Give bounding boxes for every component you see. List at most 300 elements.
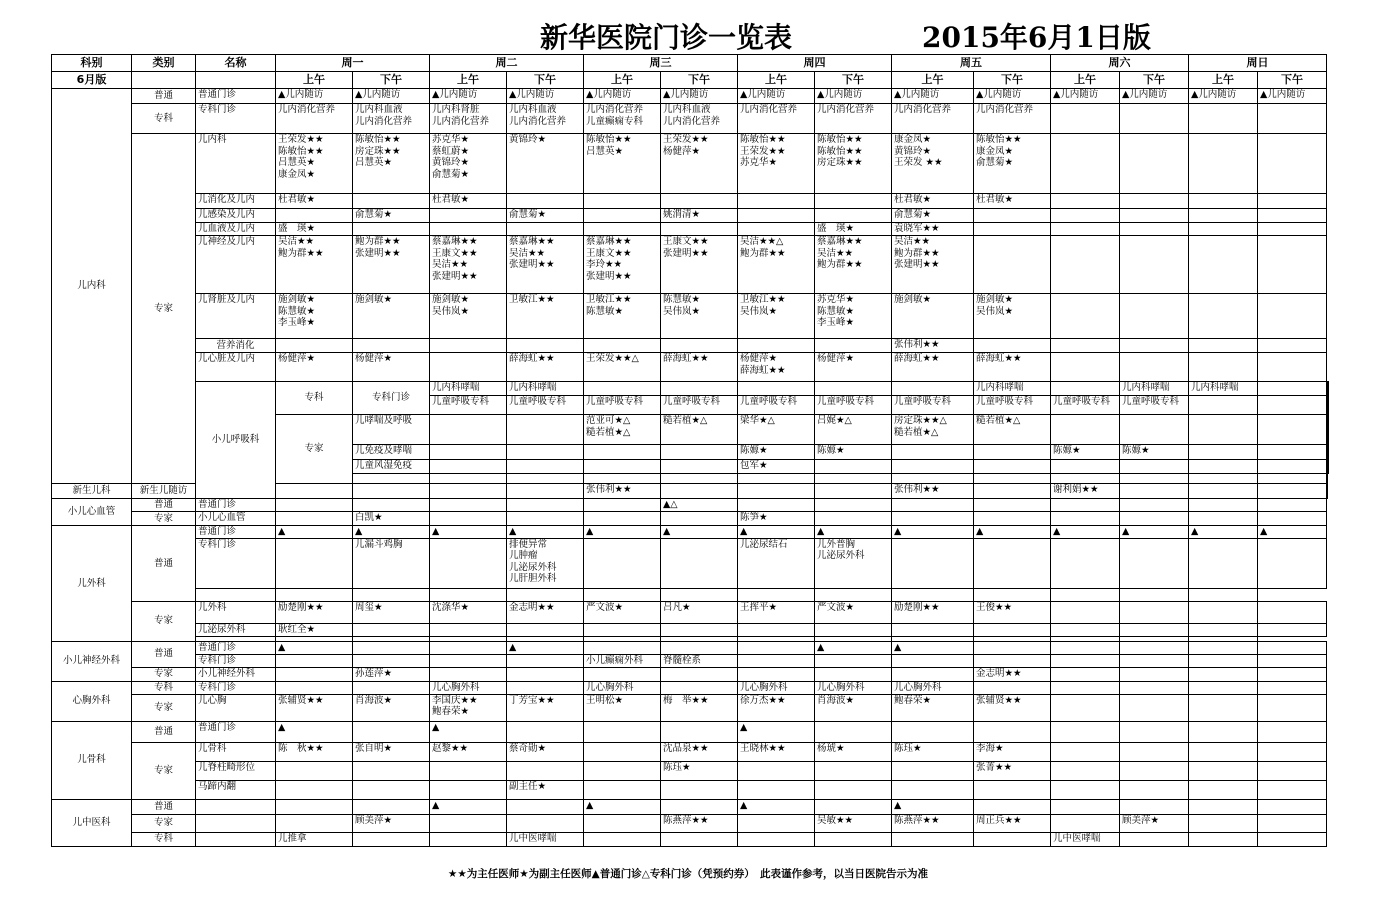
doctor-entry: ▲儿内随访: [817, 89, 863, 100]
doctor-entry: 梁华★△: [740, 415, 775, 426]
schedule-cell: [974, 460, 1051, 474]
schedule-cell: [507, 223, 584, 236]
schedule-cell: [738, 512, 815, 526]
schedule-cell: [738, 445, 815, 460]
doctor-entry: 励楚刚★★: [278, 601, 324, 613]
schedule-cell: [1051, 761, 1120, 780]
schedule-cell: [661, 499, 738, 512]
clinic-name-cell: 儿心胸: [196, 694, 276, 721]
doctor-entry: 吴洁★★: [509, 247, 546, 259]
schedule-cell: [353, 526, 430, 539]
schedule-cell: [276, 694, 353, 721]
schedule-cell: [507, 588, 584, 601]
doctor-entry: 儿童呼吸专科: [976, 396, 1034, 407]
schedule-cell: [815, 601, 892, 623]
schedule-cell: [815, 654, 892, 667]
doctor-entry: 吴洁★★: [278, 236, 315, 247]
schedule-cell: [661, 526, 738, 539]
schedule-cell: [430, 814, 507, 832]
doctor-entry: 陈敏怡★★: [278, 145, 324, 157]
doctor-entry: 糙若植★△: [976, 415, 1021, 426]
schedule-cell: [974, 512, 1051, 526]
schedule-cell: [892, 236, 974, 294]
doctor-entry: 陈笋★: [740, 512, 768, 523]
schedule-cell: [661, 194, 738, 209]
schedule-cell: [276, 654, 353, 667]
doctor-entry: 苏克华★: [740, 157, 778, 168]
clinic-name-cell: 专科门诊: [196, 681, 276, 694]
schedule-cell: [430, 353, 507, 382]
schedule-cell: [276, 799, 353, 814]
doctor-entry: 儿肝胆外科: [509, 573, 557, 584]
doctor-entry: 康金凤★: [894, 134, 932, 145]
doctor-entry: 鲍春荣★: [894, 694, 932, 706]
schedule-cell: [738, 588, 815, 601]
schedule-cell: [815, 104, 892, 134]
schedule-cell: [507, 236, 584, 294]
doctor-entry: 杨健萍★: [663, 145, 701, 157]
schedule-cell: [1258, 742, 1327, 761]
category-cell: 新生儿随访: [132, 484, 196, 499]
doctor-entry: ▲: [278, 526, 286, 537]
doctor-entry: 黄锦玲★: [894, 145, 932, 157]
schedule-cell: [507, 484, 584, 499]
doctor-entry: 肖海波★: [817, 694, 855, 706]
schedule-row: [52, 526, 1329, 539]
schedule-cell: [1189, 538, 1258, 588]
schedule-cell: [584, 780, 661, 799]
schedule-cell: [507, 104, 584, 134]
schedule-row: [52, 194, 1329, 209]
schedule-cell: [507, 832, 584, 846]
schedule-cell: [815, 799, 892, 814]
doctor-entry: 儿心胸外科: [432, 681, 480, 693]
schedule-cell: [1258, 761, 1327, 780]
doctor-entry: 吴洁★★△: [740, 236, 784, 247]
schedule-cell: [1120, 526, 1189, 539]
doctor-entry: 陈燕萍★★: [663, 814, 709, 826]
schedule-cell: [584, 721, 661, 742]
schedule-cell: [974, 209, 1051, 223]
schedule-cell: [584, 339, 661, 353]
schedule-cell: [974, 681, 1051, 694]
schedule-cell: [507, 654, 584, 667]
doctor-entry: 严文波★: [586, 601, 624, 613]
schedule-cell: [353, 761, 430, 780]
schedule-cell: [507, 353, 584, 382]
doctor-entry: 范亚可★△: [586, 415, 631, 426]
schedule-cell: [738, 194, 815, 209]
doctor-entry: 陈慧敏★: [663, 294, 701, 305]
schedule-cell: [1327, 474, 1328, 484]
schedule-cell: [1051, 353, 1120, 382]
schedule-cell: [1051, 667, 1120, 681]
doctor-entry: 王晓林★★: [740, 742, 786, 754]
doctor-entry: ▲: [1053, 526, 1061, 537]
schedule-cell: [892, 538, 974, 588]
schedule-cell: [815, 681, 892, 694]
clinic-name-cell: 儿感染及儿内: [196, 209, 276, 223]
schedule-row: [52, 814, 1329, 832]
schedule-cell: [892, 623, 974, 636]
doctor-entry: 蔡嘉琳★★: [586, 236, 632, 247]
schedule-cell: [661, 353, 738, 382]
schedule-cell: [974, 484, 1051, 499]
clinic-name-cell: 儿哮喘及呼吸: [353, 415, 430, 445]
doctor-entry: 卫敏江★★: [740, 294, 786, 305]
doctor-entry: 儿中医哮喘: [1053, 832, 1101, 844]
doctor-entry: 陈燕萍★★: [894, 814, 940, 826]
schedule-cell: [584, 134, 661, 194]
doctor-entry: 康金凤★: [976, 145, 1014, 157]
schedule-cell: [815, 814, 892, 832]
schedule-cell: [584, 761, 661, 780]
schedule-row: [52, 223, 1329, 236]
doctor-entry: ▲儿内随访: [355, 89, 401, 100]
schedule-cell: [974, 761, 1051, 780]
doctor-entry: ▲儿内随访: [976, 89, 1022, 100]
doctor-entry: 杨琥★: [817, 742, 845, 754]
schedule-cell: [276, 681, 353, 694]
doctor-entry: 陈嫄★: [1122, 445, 1150, 456]
schedule-cell: [815, 236, 892, 294]
schedule-cell: [815, 89, 892, 104]
doctor-entry: 杨健萍★: [355, 353, 393, 364]
doctor-entry: 杨健萍★: [740, 353, 778, 364]
schedule-cell: [1051, 294, 1120, 339]
schedule-cell: [584, 396, 661, 415]
schedule-cell: [815, 512, 892, 526]
doctor-entry: ▲: [586, 799, 594, 811]
schedule-cell: [353, 134, 430, 194]
schedule-cell: [507, 780, 584, 799]
schedule-cell: [353, 104, 430, 134]
schedule-cell: [738, 353, 815, 382]
schedule-cell: [892, 832, 974, 846]
schedule-row: [52, 832, 1329, 846]
doctor-entry: 鲍为群★★: [894, 247, 940, 259]
schedule-cell: [276, 294, 353, 339]
schedule-cell: [892, 445, 974, 460]
doctor-entry: 儿内消化营养: [740, 104, 798, 115]
schedule-cell: [276, 832, 353, 846]
doctor-entry: ▲: [817, 526, 825, 537]
schedule-cell: [1258, 209, 1327, 223]
schedule-cell: [1051, 223, 1120, 236]
doctor-entry: ▲: [894, 526, 902, 537]
schedule-cell: [1051, 780, 1120, 799]
doctor-entry: 陈慧敏★: [278, 305, 316, 317]
schedule-cell: [974, 294, 1051, 339]
schedule-cell: [276, 814, 353, 832]
schedule-cell: [661, 415, 738, 445]
schedule-cell: [892, 742, 974, 761]
schedule-row: [52, 721, 1329, 742]
schedule-cell: [1258, 396, 1327, 415]
schedule-cell: [1120, 445, 1189, 460]
schedule-cell: [1120, 104, 1189, 134]
clinic-name-cell: 普通门诊: [196, 641, 276, 654]
doctor-entry: 儿肿瘤: [509, 550, 538, 561]
doctor-entry: 徐万杰★★: [740, 694, 786, 706]
schedule-cell: [661, 641, 738, 654]
schedule-cell: [661, 667, 738, 681]
doctor-entry: 吕凡★: [663, 601, 691, 613]
category-cell: 专科: [132, 681, 196, 694]
header-day-sat: 周六: [1051, 55, 1189, 72]
schedule-cell: [738, 799, 815, 814]
schedule-cell: [1051, 460, 1120, 474]
schedule-row: [52, 134, 1329, 194]
schedule-cell: [661, 761, 738, 780]
doctor-entry: 赵黎★★: [432, 742, 469, 754]
doctor-entry: 儿内消化营养: [894, 104, 952, 115]
schedule-cell: [892, 499, 974, 512]
schedule-cell: [1258, 799, 1327, 814]
schedule-cell: [892, 601, 974, 623]
schedule-cell: [1189, 601, 1258, 623]
schedule-cell: [661, 814, 738, 832]
category-cell: 专家: [132, 814, 196, 832]
schedule-cell: [1051, 654, 1120, 667]
schedule-cell: [1051, 588, 1120, 601]
schedule-cell: [892, 588, 974, 601]
doctor-entry: 王荣发★★△: [586, 353, 639, 364]
doctor-entry: 吴伟岚★: [976, 305, 1014, 317]
doctor-entry: 孙莲萍★: [355, 667, 393, 679]
schedule-cell: [738, 104, 815, 134]
doctor-entry: 张建明★★: [509, 259, 555, 270]
schedule-cell: [815, 339, 892, 353]
schedule-cell: [1189, 382, 1258, 396]
schedule-cell: [430, 134, 507, 194]
schedule-cell: [276, 194, 353, 209]
doctor-entry: 鲍为群★★: [355, 236, 401, 247]
header-am: 上午: [892, 72, 974, 89]
schedule-cell: [1189, 89, 1258, 104]
schedule-cell: [661, 721, 738, 742]
clinic-name-cell: 儿内科: [196, 134, 276, 194]
category-cell: 专科: [132, 104, 196, 134]
schedule-cell: [1120, 353, 1189, 382]
schedule-row: [52, 780, 1329, 799]
schedule-row: [52, 339, 1329, 353]
doctor-entry: 房定珠★★: [817, 157, 863, 168]
schedule-cell: [661, 694, 738, 721]
doctor-entry: 丁芳宝★★: [509, 694, 555, 706]
schedule-cell: [430, 641, 507, 654]
schedule-cell: [353, 512, 430, 526]
schedule-cell: [974, 721, 1051, 742]
schedule-cell: [1051, 623, 1120, 636]
schedule-cell: [1051, 538, 1120, 588]
schedule-cell: [1328, 396, 1329, 415]
category-cell: 专家: [132, 134, 196, 484]
schedule-cell: [1189, 396, 1258, 415]
schedule-cell: [1120, 460, 1189, 474]
doctor-entry: 陈敏怡★★: [586, 134, 632, 145]
schedule-cell: [353, 538, 430, 588]
schedule-cell: [353, 832, 430, 846]
schedule-cell: [584, 236, 661, 294]
doctor-entry: 王俊★★: [976, 601, 1013, 613]
clinic-name-cell: [196, 832, 276, 846]
doctor-entry: 儿心胸外科: [586, 681, 634, 693]
schedule-cell: [276, 538, 353, 588]
schedule-cell: [1120, 236, 1189, 294]
schedule-cell: [430, 474, 507, 484]
doctor-entry: 房定珠★★: [355, 145, 401, 157]
doctor-entry: 糙若植★△: [586, 426, 631, 438]
schedule-cell: [1258, 780, 1327, 799]
doctor-entry: 吕慧英★: [355, 157, 393, 168]
doctor-entry: 王荣发★★: [663, 134, 709, 145]
doctor-entry: 姚渭清★: [663, 209, 701, 220]
schedule-cell: [1328, 445, 1329, 460]
schedule-cell: [584, 474, 661, 484]
schedule-cell: [430, 339, 507, 353]
schedule-cell: [584, 654, 661, 667]
doctor-entry: 儿童呼吸专科: [740, 396, 798, 407]
doctor-entry: 儿童癫痫专科: [586, 115, 644, 127]
doctor-entry: ▲儿内随访: [432, 89, 478, 100]
doctor-entry: 吴伟岚★: [740, 305, 778, 317]
header-dept: 科别: [52, 55, 132, 72]
schedule-cell: [974, 742, 1051, 761]
doctor-entry: 糙若植★△: [663, 415, 708, 426]
schedule-cell: [1120, 194, 1189, 209]
clinic-name-cell: 儿外科: [196, 601, 276, 623]
clinic-name-cell: 儿泌尿外科: [196, 623, 276, 636]
schedule-cell: [276, 236, 353, 294]
schedule-row: [52, 89, 1329, 104]
schedule-cell: [738, 415, 815, 445]
schedule-cell: [1120, 641, 1189, 654]
schedule-cell: [1051, 742, 1120, 761]
schedule-cell: [738, 499, 815, 512]
schedule-cell: [661, 484, 738, 499]
schedule-cell: [974, 194, 1051, 209]
schedule-cell: [430, 104, 507, 134]
doctor-entry: 儿童呼吸专科: [509, 396, 567, 407]
schedule-cell: [276, 742, 353, 761]
schedule-cell: [353, 742, 430, 761]
schedule-cell: [1051, 641, 1120, 654]
schedule-cell: [1051, 499, 1120, 512]
schedule-cell: [661, 623, 738, 636]
schedule-cell: [430, 499, 507, 512]
header-am: 上午: [430, 72, 507, 89]
doctor-entry: 张自明★: [355, 742, 393, 754]
schedule-cell: [661, 460, 738, 474]
schedule-cell: [1051, 445, 1120, 460]
schedule-cell: [815, 382, 892, 396]
schedule-cell: [974, 814, 1051, 832]
schedule-cell: [1189, 641, 1258, 654]
schedule-cell: [353, 209, 430, 223]
schedule-cell: [430, 526, 507, 539]
header-row-halves: [52, 72, 1329, 89]
schedule-cell: [507, 396, 584, 415]
doctor-entry: 陈慧敏★: [586, 305, 624, 317]
doctor-entry: ▲: [432, 526, 440, 537]
category-cell: 专科: [276, 382, 353, 415]
schedule-cell: [815, 780, 892, 799]
schedule-cell: [738, 396, 815, 415]
doctor-entry: 鲍为群★★: [278, 247, 324, 259]
schedule-cell: [738, 694, 815, 721]
clinic-name-cell: 马蹄内翻: [196, 780, 276, 799]
doctor-entry: 陈 秋★★: [278, 742, 324, 754]
schedule-cell: [815, 460, 892, 474]
category-cell: 专家: [132, 742, 196, 799]
schedule-cell: [1051, 694, 1120, 721]
schedule-cell: [1258, 484, 1327, 499]
schedule-row: [52, 681, 1329, 694]
schedule-cell: [974, 339, 1051, 353]
schedule-cell: [738, 601, 815, 623]
header-pm: 下午: [974, 72, 1051, 89]
schedule-cell: [353, 681, 430, 694]
schedule-cell: [1328, 382, 1329, 396]
doctor-entry: 儿童呼吸专科: [1122, 396, 1180, 407]
department-cell: 儿骨科: [52, 721, 132, 799]
schedule-cell: [507, 799, 584, 814]
doctor-entry: 卫敏江★★: [509, 294, 555, 305]
schedule-cell: [1189, 209, 1258, 223]
schedule-cell: [738, 134, 815, 194]
clinic-name-cell: 专科门诊: [196, 538, 276, 588]
schedule-cell: [1051, 814, 1120, 832]
schedule-cell: [738, 460, 815, 474]
schedule-cell: [1120, 396, 1189, 415]
doctor-entry: 王明松★: [586, 694, 624, 706]
schedule-row: [52, 761, 1329, 780]
schedule-cell: [584, 223, 661, 236]
header-pm: 下午: [507, 72, 584, 89]
schedule-cell: [815, 526, 892, 539]
schedule-cell: [892, 641, 974, 654]
schedule-cell: [584, 538, 661, 588]
schedule-cell: [430, 681, 507, 694]
schedule-cell: [353, 667, 430, 681]
schedule-cell: [1189, 415, 1258, 445]
doctor-entry: 吕娓★△: [817, 415, 852, 426]
schedule-cell: [1120, 223, 1189, 236]
schedule-cell: [276, 641, 353, 654]
schedule-cell: [738, 484, 815, 499]
doctor-entry: 蔡嘉琳★★: [817, 236, 863, 247]
schedule-cell: [661, 445, 738, 460]
schedule-cell: [1120, 832, 1189, 846]
schedule-cell: [1120, 681, 1189, 694]
doctor-entry: 杜君敏★: [432, 194, 470, 205]
schedule-cell: [353, 721, 430, 742]
schedule-cell: [738, 742, 815, 761]
schedule-cell: [584, 512, 661, 526]
doctor-entry: 蔡奇勋★: [509, 742, 547, 754]
schedule-cell: [584, 294, 661, 339]
doctor-entry: 儿内科血液: [663, 104, 711, 115]
schedule-row: [52, 538, 1329, 588]
schedule-row: [52, 294, 1329, 339]
schedule-cell: [974, 499, 1051, 512]
doctor-entry: ▲儿内随访: [740, 89, 786, 100]
schedule-cell: [815, 415, 892, 445]
schedule-cell: [1258, 832, 1327, 846]
schedule-cell: [584, 460, 661, 474]
doctor-entry: ▲: [976, 526, 984, 537]
